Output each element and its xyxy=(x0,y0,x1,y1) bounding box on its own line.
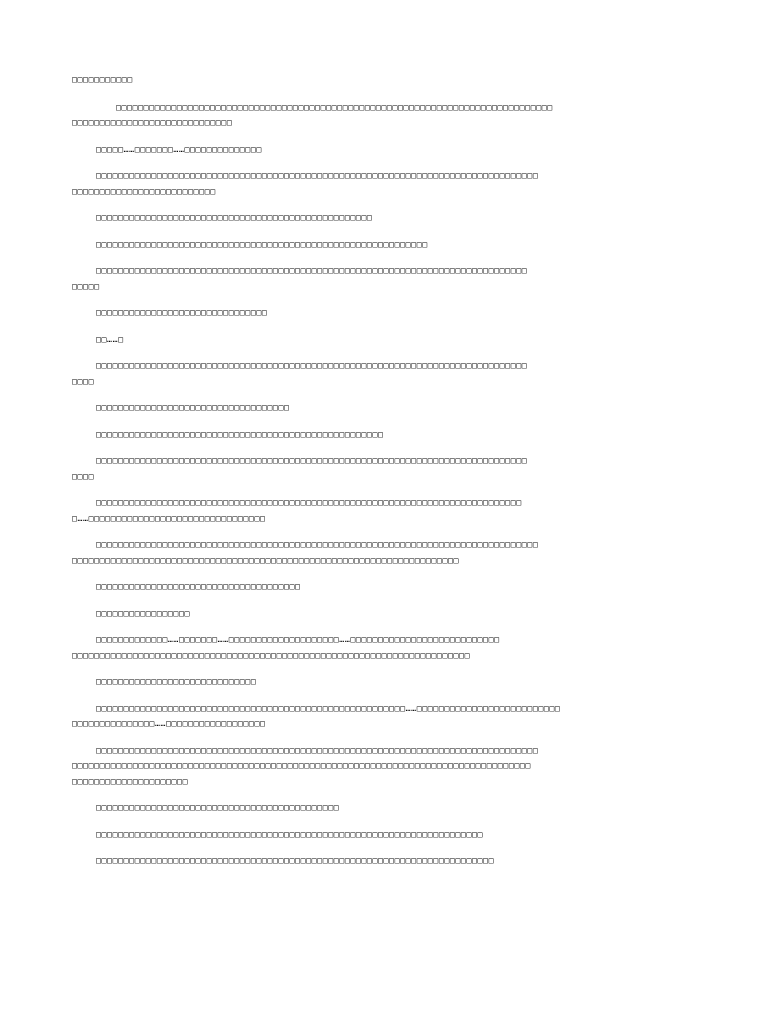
paragraph xyxy=(72,701,698,732)
paragraph-line: □□□□□□□□□□□□□□□□□□□□□□□□□□□□□□□□□□□□□□□□□□□□□□□□□□□□□□□□□□□□□□□□□□□□□□□□ xyxy=(96,855,495,865)
paragraph-line: □□□□□□□□□□□□□□□□□□□□□□□□□□□□□□□□□□□□□□□□□□□□□□□□□□□□□□□□□□□□□□□□□□□□□□□□□□□□□ xyxy=(96,497,522,507)
paragraph-line: □□□□□□□□□□□□□□□□□□□□□ xyxy=(72,775,189,786)
paragraph-line: □□□□□ xyxy=(72,280,100,291)
paragraph-line: □□□□□□□□□□□□□□□□□□□□□□□□□□□□□□□□□□□□□□□□□□□□□□□□□□□□□□□□□□□□□□□□□□□□□□□□□□□□□□□□□□□ xyxy=(72,760,531,770)
paragraph-line: □□□□□□□□□□□□□……□□□□□□□……□□□□□□□□□□□□□□□□□□□□……□□□□□□□□□□□□□□□□□□□□□□□□□□□ xyxy=(96,634,500,644)
paragraph-line: □□□□□□□□□□□□□□□□□□□□□□□□□□ xyxy=(72,185,216,196)
paragraph-line: □□□□□……□□□□□□□……□□□□□□□□□□□□□□ xyxy=(96,143,262,154)
paragraph-line: □□□□□□□□□□□□□□□□□□□□□□□□□□□□□□□□□□□□□□□□□□□□□□□□□□□□□□□□□□□□□□□□□□□□□□□□□□□□□□ xyxy=(96,265,528,275)
paragraph-line: □□□□□□□□□□□□□□□□□□□□□□□□□□□□□□□□□□□□□□□□□□□□ xyxy=(96,802,340,812)
paragraph xyxy=(72,305,698,321)
paragraph-line: □□□□□□□□□□□□□□□□□□□□□□□□□□□□□□□ xyxy=(96,307,268,317)
paragraph xyxy=(72,358,698,389)
paragraph-line: □□□□□□□□□□□□□□□□□□□□□□□□□□□□□□□□□□□□□□□□□□□□□□□□□□ xyxy=(96,212,373,222)
paragraph-line: □□□□ xyxy=(72,470,95,481)
paragraph xyxy=(72,237,698,253)
paragraph xyxy=(72,210,698,226)
document-body xyxy=(72,100,698,869)
paragraph xyxy=(72,453,698,484)
paragraph xyxy=(72,606,698,622)
paragraph xyxy=(72,537,698,568)
paragraph-line: □□□□□□□□□□□□□□□□□□□□□□□□□□□□□□□□□□□□□□□□□□□□□□□□□□□□□□□□□□□□□□□□□□□□□□ xyxy=(96,828,484,839)
paragraph-line: □□□□□□□□□□□□□□□□□□□□□□□□□□□□□□□□□□□□□□□□□□□□□□□□□□□□□□□□□□□□□□□□□□□□□□□□□□□□□□ xyxy=(96,455,528,465)
paragraph-line: □□□□□□□□□□□□□□□□□□□□□□□□□□□□□□□□□□□□□□□□□□□□□□□□□□□□□□□□……□□□□□□□□□□□□□□□□□□□□□□□□□□ xyxy=(96,702,561,713)
paragraph-line: □□□□ xyxy=(72,375,95,386)
paragraph-line: □□□□□□□□□□□□□□□□□ xyxy=(96,607,190,618)
paragraph-line: □□□□□□□□□□□□□□□□□□□□□□□□□□□□□□□□□□□□□□□□□□□□□□□□□□□□□□□□□□□□ xyxy=(96,238,428,249)
paragraph xyxy=(72,168,698,199)
paragraph xyxy=(72,579,698,595)
paragraph xyxy=(72,142,698,158)
paragraph-line: □□□□□□□□□□□□□□□□□□□□□□□□□□□□□□□□□□□□□□□□□□□□□□□□□□□□□□□□□□□□□□□□□□□□□□ xyxy=(72,554,460,565)
paragraph xyxy=(72,827,698,843)
paragraph xyxy=(72,400,698,416)
paragraph-line: □□□□□□□□□□□□□□□□□□□□□□□□□□□□□□□□□□□□□□□□□□□□□□□□□□□□□□□□□□□□□□□□□□□□□□□□□□□□□□□ xyxy=(116,101,553,112)
paragraph-line: □……□□□□□□□□□□□□□□□□□□□□□□□□□□□□□□□□ xyxy=(72,512,266,523)
paragraph xyxy=(72,632,698,663)
paragraph-line: □□□□□□□□□□□□□□□□□□□□□□□□□□□□□□□□□□□ xyxy=(96,402,290,412)
paragraph xyxy=(72,263,698,294)
document-title: □□□□□□□□□□□ xyxy=(72,74,133,84)
paragraph xyxy=(72,674,698,690)
paragraph xyxy=(72,853,698,869)
paragraph-line: □□□□□□□□□□□□□□□□□□□□□□□□□□□□□ xyxy=(72,117,233,127)
paragraph xyxy=(72,743,698,790)
paragraph-line: □□□□□□□□□□□□□□□□□□□□□□□□□□□□□□□□□□□□□□□□□□□□□□□□□□□□□□□□□□□□□□□□□□□□□□□□□□□□□□□□ xyxy=(96,539,539,549)
paragraph-line: □□□□□□□□□□□□□□□□□□□□□□□□□□□□□□□□□□□□□□□□□□□□□□□□□□□□□□□□□□□□□□□□□□□□□□□□□□□□□□ xyxy=(96,360,528,370)
paragraph xyxy=(72,100,698,131)
paragraph-line: □□□□□□□□□□□□□□□□□□□□□□□□□□□□□□□□□□□□□□□□□□□□□□□□□□□□□□□□□□□□□□□□□□□□□□□□ xyxy=(72,649,471,660)
paragraph-line: □□□□□□□□□□□□□□□……□□□□□□□□□□□□□□□□□□ xyxy=(72,718,266,728)
paragraph-line: □□□□□□□□□□□□□□□□□□□□□□□□□□□□□□□□□□□□□□□□□□□□□□□□□□□□ xyxy=(96,428,384,439)
paragraph-line: □□……□ xyxy=(96,333,124,344)
paragraph-line: □□□□□□□□□□□□□□□□□□□□□□□□□□□□□□□□□□□□□□□□□□□□□□□□□□□□□□□□□□□□□□□□□□□□□□□□□□□□□□□□ xyxy=(96,744,539,755)
paragraph xyxy=(72,495,698,526)
paragraph xyxy=(72,332,698,348)
paragraph-line: □□□□□□□□□□□□□□□□□□□□□□□□□□□□□□□□□□□□□ xyxy=(96,581,301,591)
paragraph xyxy=(72,427,698,443)
paragraph-line: □□□□□□□□□□□□□□□□□□□□□□□□□□□□□ xyxy=(96,676,257,686)
paragraph-line: □□□□□□□□□□□□□□□□□□□□□□□□□□□□□□□□□□□□□□□□□□□□□□□□□□□□□□□□□□□□□□□□□□□□□□□□□□□□□□□□ xyxy=(96,170,539,180)
paragraph xyxy=(72,800,698,816)
